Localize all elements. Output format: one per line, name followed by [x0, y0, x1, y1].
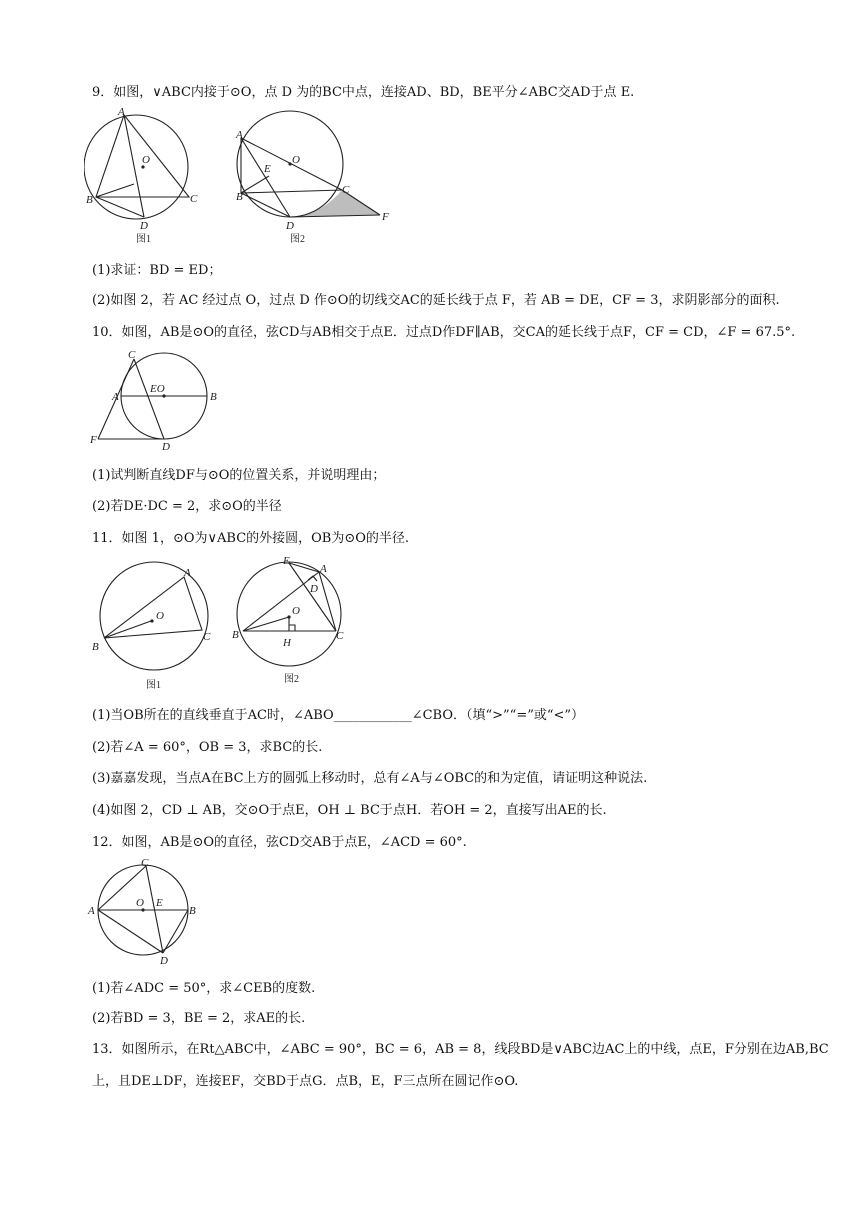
q11-figures: [86, 550, 366, 692]
label-b: B: [210, 391, 217, 403]
label-c: C: [128, 349, 136, 361]
label-b: B: [189, 905, 196, 917]
label-o: O: [292, 605, 300, 617]
label-c: C: [190, 193, 198, 205]
q9-figure-1: [84, 106, 198, 245]
q11-part-4: (4)如图 2，CD ⊥ AB，交⊙O于点E，OH ⊥ BC于点H．若OH = 2，直接写出AE的长.: [92, 803, 607, 818]
label-a: A: [236, 129, 243, 141]
q12-stem: 12．如图，AB是⊙O的直径，弦CD交AB于点E，∠ACD = 60°.: [92, 835, 467, 850]
label-d: D: [286, 220, 294, 232]
q9-fig1-caption: 图1: [136, 234, 151, 245]
label-d: D: [160, 955, 168, 966]
q11-part-3: (3)嘉嘉发现，当点A在BC上方的圆弧上移动时，总有∠A与∠OBC的和为定值，请证明这种说法.: [92, 771, 648, 786]
q11-fig2-caption: 图2: [284, 674, 299, 685]
label-d: D: [140, 220, 148, 232]
q9-part-2: (2)如图 2，若 AC 经过点 O，过点 D 作⊙O的切线交AC的延长线于点 F，若 AB = DE，CF = 3，求阴影部分的面积.: [92, 293, 780, 308]
label-o: O: [156, 610, 164, 622]
label-o: O: [136, 897, 144, 909]
q9-stem: 9．如图，∨ABC内接于⊙O，点 D 为的BC中点，连接AD、BD，BE平分∠ABC交AD于点 E.: [92, 85, 635, 100]
label-a: A: [320, 563, 327, 575]
label-a: A: [112, 391, 119, 403]
q11-part-1: (1)当OB所在的直线垂直于AC时，∠ABO____________∠CBO．（填“>”“=”或“<”）: [92, 708, 585, 723]
q10-figure: [84, 346, 234, 450]
q11-fig1-caption: 图1: [146, 680, 161, 691]
q10-part-1: (1)试判断直线DF与⊙O的位置关系，并说明理由；: [92, 468, 386, 483]
q11-figure-2: [232, 555, 344, 685]
label-d: D: [310, 583, 318, 595]
label-o: O: [292, 154, 300, 166]
q12-part-1: (1)若∠ADC = 50°，求∠CEB的度数.: [92, 981, 316, 996]
q9-fig2-caption: 图2: [290, 234, 305, 245]
q9-figure-2: [235, 111, 389, 245]
label-b: B: [236, 191, 243, 203]
label-b: B: [86, 194, 93, 206]
label-c: C: [203, 631, 211, 643]
label-e: E: [264, 163, 271, 175]
label-b: B: [92, 641, 99, 653]
label-d: D: [162, 441, 170, 450]
q11-figure-1: [92, 562, 211, 691]
q9-figures: [84, 104, 404, 246]
shaded-region: [295, 190, 380, 217]
label-e: E: [283, 555, 290, 567]
label-c: C: [141, 857, 149, 869]
q10-part-2: (2)若DE·DC = 2，求⊙O的半径: [92, 499, 282, 514]
label-h: H: [283, 637, 291, 649]
q11-stem: 11．如图 1，⊙O为∨ABC的外接圆，OB为⊙O的半径.: [92, 531, 410, 546]
q9-part-1: (1)求证：BD = ED；: [92, 263, 222, 278]
q12-part-2: (2)若BD = 3，BE = 2，求AE的长.: [92, 1011, 306, 1026]
label-f: F: [90, 434, 97, 446]
label-a: A: [88, 905, 95, 917]
label-a: A: [118, 106, 125, 118]
label-eo: EO: [150, 383, 165, 395]
q13-line-2: 上，且DE⊥DF，连接EF，交BD于点G．点B，E，F三点所在圆记作⊙O.: [92, 1074, 519, 1089]
label-c: C: [336, 630, 344, 642]
q10-stem: 10．如图，AB是⊙O的直径，弦CD与AB相交于点E．过点D作DF∥AB，交CA的延长线于点F，CF = CD，∠F = 67.5°.: [92, 325, 796, 340]
q13-line-1: 13．如图所示，在Rt△ABC中，∠ABC = 90°，BC = 6，AB = 8，线段BD是∨ABC边AC上的中线，点E，F分别在边AB,BC: [92, 1042, 829, 1057]
label-o: O: [142, 154, 150, 166]
label-e: E: [156, 897, 163, 909]
label-a: A: [184, 567, 191, 579]
label-b: B: [232, 629, 239, 641]
q12-figure: [86, 856, 216, 966]
label-c: C: [342, 184, 350, 196]
label-f: F: [382, 211, 389, 223]
q11-part-2: (2)若∠A = 60°，OB = 3，求BC的长.: [92, 740, 323, 755]
